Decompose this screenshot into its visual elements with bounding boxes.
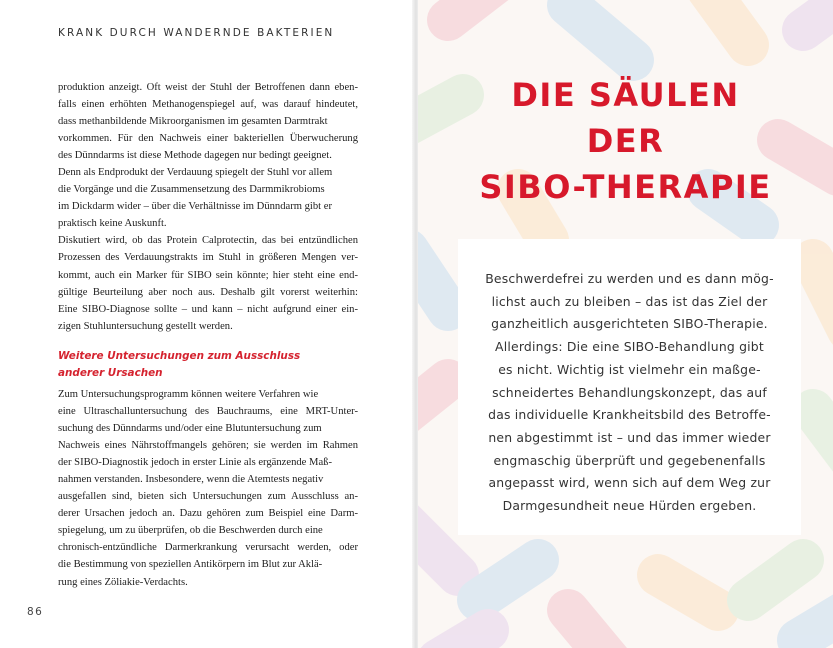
chapter-title bbox=[418, 72, 833, 210]
text-line: Diskutiert wird, ob das Protein Calprotectin, das bei entzündlichen bbox=[58, 235, 358, 247]
body-text-bottom bbox=[58, 386, 358, 591]
pattern-stroke bbox=[798, 610, 833, 640]
pattern-stroke bbox=[813, 410, 833, 470]
intro-line: angepasst wird, wenn sich auf dem Weg zur bbox=[488, 475, 771, 491]
text-line: der SIBO-Diagnostik jedoch in erster Linie als ergänzende Maß- bbox=[58, 457, 332, 469]
text-line: Eine SIBO-Diagnose sollte – und kann – nicht aufgrund einer ein- bbox=[58, 303, 358, 315]
body-text-top bbox=[58, 79, 358, 335]
pattern-stroke bbox=[418, 520, 458, 575]
text-line: gültige Beurteilung aber noch aus. Deshalb gilt vorerst weiterhin: bbox=[58, 286, 358, 298]
pattern-stroke bbox=[708, 0, 748, 45]
intro-line: Allerdings: Die eine SIBO-Behandlung gibt bbox=[495, 339, 764, 355]
text-line: spiegelung, um zu überprüfen, ob die Beschwerden durch eine bbox=[58, 525, 323, 537]
text-line: die Bestimmung von speziellen Antikörpern im Blut zur Aklä- bbox=[58, 559, 323, 571]
right-page bbox=[418, 0, 833, 648]
text-line: nahmen verstanden. Insbesondere, wenn die Atemtests negativ bbox=[58, 474, 324, 486]
intro-line: schneidertes Behandlungskonzept, das auf bbox=[492, 384, 767, 400]
text-line: die Vorgänge und die Zusammensetzung des Darmmikrobioms bbox=[58, 184, 325, 196]
pattern-stroke bbox=[813, 260, 833, 330]
pattern-stroke bbox=[438, 630, 488, 648]
pattern-stroke bbox=[568, 610, 618, 648]
intro-line: das individuelle Krankheitsbild des Betroffe- bbox=[488, 407, 771, 423]
intro-box bbox=[458, 239, 801, 535]
intro-text bbox=[458, 268, 801, 518]
text-line: chronisch-entzündliche Darmerkrankung verursacht werden, oder bbox=[58, 542, 358, 554]
subheading-line: Weitere Untersuchungen zum Ausschluss bbox=[58, 350, 301, 362]
pattern-stroke bbox=[418, 380, 448, 420]
subheading-line: anderer Ursachen bbox=[58, 367, 163, 379]
text-line: praktisch keine Auskunft. bbox=[58, 218, 167, 230]
subheading bbox=[58, 348, 358, 382]
text-line: Zum Untersuchungsprogramm können weitere Verfahren wie bbox=[58, 389, 319, 400]
text-line: ausgefallen sind, bieten sich Untersuchungen zum Ausschluss an- bbox=[58, 491, 358, 503]
chapter-title-line: DER bbox=[586, 122, 665, 160]
chapter-title-line: SIBO-THERAPIE bbox=[479, 168, 772, 206]
text-line: Prozessen des Verdauungstrakts im Stuhl in größeren Mengen ver- bbox=[58, 252, 358, 264]
text-line: eine Ultraschalluntersuchung des Bauchraums, eine MRT-Unter- bbox=[58, 406, 358, 418]
left-page bbox=[0, 0, 416, 648]
intro-line: es nicht. Wichtig ist vielmehr ein maßge- bbox=[498, 361, 761, 377]
intro-line: nen abgestimmt ist – und das immer wieder bbox=[488, 429, 771, 445]
text-line: produktion anzeigt. Oft weist der Stuhl der Betroffenen dann eben- bbox=[58, 82, 358, 93]
intro-line: lichst auch zu bleiben – das ist das Ziel der bbox=[491, 293, 768, 309]
intro-line: engmaschig überprüft und gegebenenfalls bbox=[493, 452, 766, 468]
text-line: kommt, auch ein Marker für SIBO sein könnte; hier steht eine end- bbox=[58, 269, 358, 281]
chapter-title-line: DIE SÄULEN bbox=[511, 76, 740, 114]
text-line: falls einen erhöhten Methanogenspiegel auf, was darauf hindeutet, bbox=[58, 99, 358, 111]
text-line: des Dünndarms ist diese Methode dagegen nur bedingt geeignet. bbox=[58, 150, 332, 162]
text-line: im Dickdarm wider – über die Verhältnisse im Dünndarm gibt er bbox=[58, 201, 332, 213]
text-line: vorkommen. Für den Nachweis einer bakteriellen Überwucherung bbox=[58, 133, 358, 145]
pattern-stroke bbox=[658, 575, 718, 610]
text-line: Nachweis eines Nährstoffmangels gehören; sie werden im Rahmen bbox=[58, 440, 358, 452]
pattern-stroke bbox=[448, 0, 513, 20]
text-line: dass methanbildende Mikroorganismen im gesamten Darmtrakt bbox=[58, 116, 328, 128]
pattern-stroke bbox=[478, 560, 538, 600]
page-number: 86 bbox=[27, 606, 44, 618]
text-line: suchung des Dünndarms und/oder eine Blutuntersuchung zum bbox=[58, 423, 322, 435]
intro-line: Darmgesundheit neue Hürden ergeben. bbox=[502, 498, 757, 514]
intro-line: ganzheitlich ausgerichteten SIBO-Therapie. bbox=[491, 316, 768, 332]
pattern-stroke bbox=[568, 5, 633, 60]
text-line: rung eines Zöliakie-Verdachts. bbox=[58, 576, 188, 588]
text-line: derer Ursachen jedoch an. Dazu gehören zum Beispiel eine Darm- bbox=[58, 508, 358, 520]
running-head: KRANK DURCH WANDERNDE BAKTERIEN bbox=[58, 27, 335, 39]
pattern-stroke bbox=[803, 0, 833, 30]
pattern-stroke bbox=[418, 250, 448, 310]
intro-line: Beschwerdefrei zu werden und es dann mög- bbox=[485, 271, 774, 286]
text-line: Denn als Endprodukt der Verdauung spiegelt der Stuhl vor allem bbox=[58, 167, 333, 179]
pattern-stroke bbox=[748, 560, 803, 600]
text-line: zigen Stuhluntersuchung gestellt werden. bbox=[58, 320, 233, 332]
